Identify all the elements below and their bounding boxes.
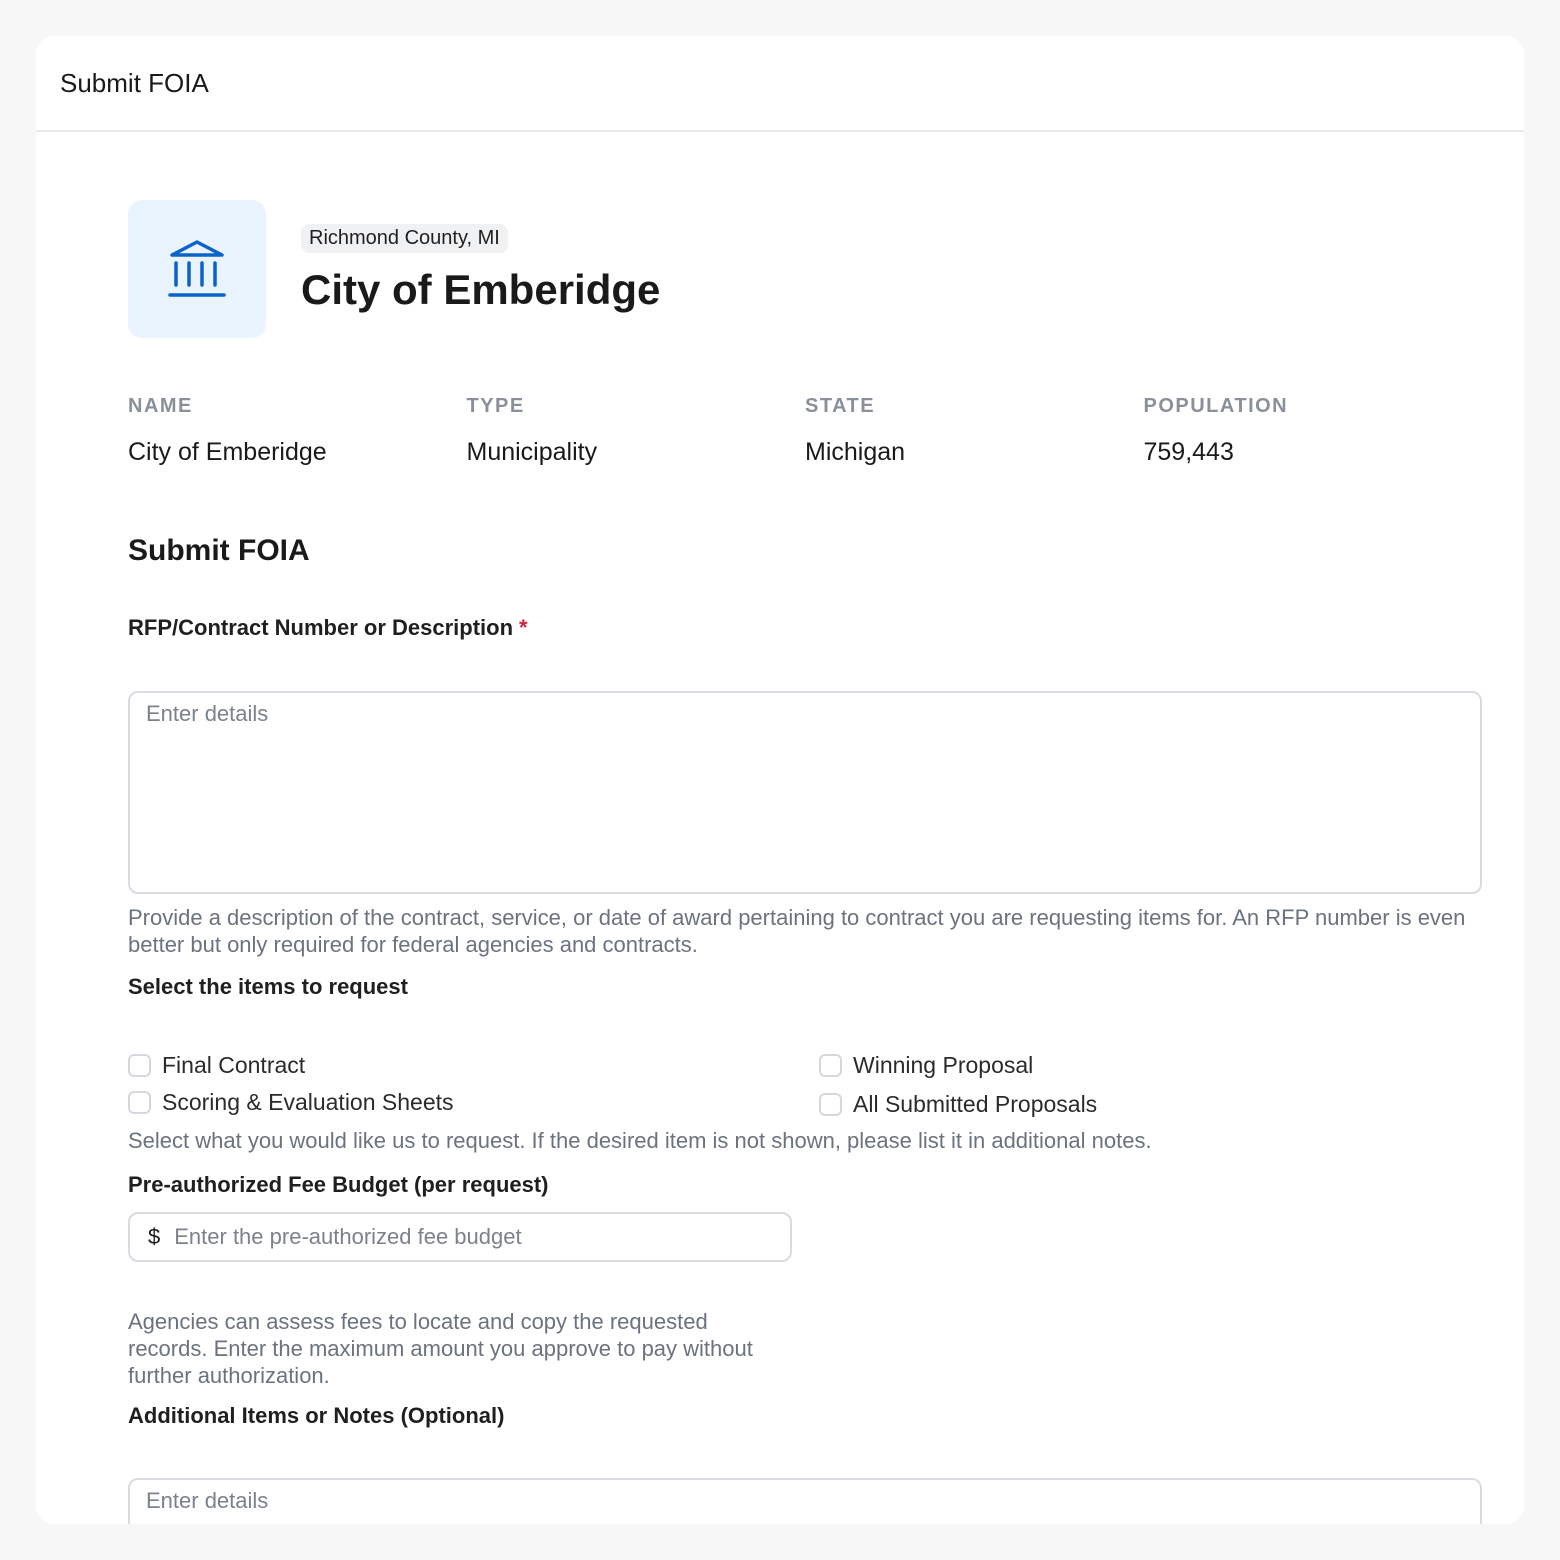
checkbox-label: Final Contract bbox=[162, 1052, 306, 1078]
county-badge: Richmond County, MI bbox=[301, 224, 508, 253]
checkbox-label: Winning Proposal bbox=[853, 1052, 1034, 1078]
checkbox-all-proposals[interactable] bbox=[819, 1091, 1097, 1118]
rfp-label bbox=[128, 615, 528, 641]
section-title: Submit FOIA bbox=[128, 534, 310, 567]
checkbox[interactable] bbox=[128, 1054, 151, 1077]
foia-card bbox=[36, 36, 1524, 1524]
fee-placeholder: Enter the pre-authorized fee budget bbox=[174, 1224, 522, 1249]
notes-label: Additional Items or Notes (Optional) bbox=[128, 1403, 505, 1428]
fee-help: Agencies can assess fees to locate and copy the requested records. Enter the maximum amount you approve to pay without further authorization. bbox=[128, 1309, 753, 1388]
meta-value: 759,443 bbox=[1143, 438, 1234, 466]
notes-textarea[interactable] bbox=[128, 1478, 1482, 1524]
meta-value: Municipality bbox=[466, 438, 598, 466]
meta-label: POPULATION bbox=[1143, 395, 1289, 417]
checkbox-label: Scoring & Evaluation Sheets bbox=[162, 1089, 454, 1115]
fee-input[interactable] bbox=[128, 1212, 792, 1262]
checkbox[interactable] bbox=[819, 1093, 842, 1116]
header-title: Submit FOIA bbox=[60, 67, 209, 98]
checkbox-final-contract[interactable] bbox=[128, 1052, 305, 1079]
entity-icon-box bbox=[128, 200, 266, 338]
checkbox-winning-proposal[interactable] bbox=[819, 1052, 1033, 1079]
checkbox[interactable] bbox=[128, 1091, 151, 1114]
entity-meta bbox=[128, 395, 1482, 467]
checkbox[interactable] bbox=[819, 1054, 842, 1077]
meta-label: TYPE bbox=[466, 395, 525, 417]
notes-placeholder: Enter details bbox=[146, 1488, 269, 1513]
entity-title: City of Emberidge bbox=[301, 266, 661, 313]
meta-value: City of Emberidge bbox=[128, 438, 327, 466]
checkbox-scoring-sheets[interactable] bbox=[128, 1089, 454, 1116]
card-header bbox=[36, 36, 1524, 132]
rfp-textarea[interactable] bbox=[128, 691, 1482, 894]
items-help: Select what you would like us to request. If the desired item is not shown, please list it in additional notes. bbox=[128, 1128, 1152, 1153]
fee-label: Pre-authorized Fee Budget (per request) bbox=[128, 1172, 549, 1197]
rfp-placeholder: Enter details bbox=[146, 701, 269, 726]
rfp-label-text: RFP/Contract Number or Description bbox=[128, 615, 514, 640]
government-building-icon bbox=[167, 239, 227, 299]
meta-label: STATE bbox=[805, 395, 876, 417]
meta-value: Michigan bbox=[805, 438, 906, 466]
checkbox-label: All Submitted Proposals bbox=[853, 1091, 1098, 1117]
meta-label: NAME bbox=[128, 395, 193, 417]
required-mark: * bbox=[519, 615, 528, 640]
items-label: Select the items to request bbox=[128, 974, 408, 999]
dollar-prefix: $ bbox=[148, 1224, 161, 1249]
rfp-help: Provide a description of the contract, service, or date of award pertaining to contract you are requesting items for. An RFP number is even better but only required for federal agencies and contracts. bbox=[128, 905, 1466, 957]
